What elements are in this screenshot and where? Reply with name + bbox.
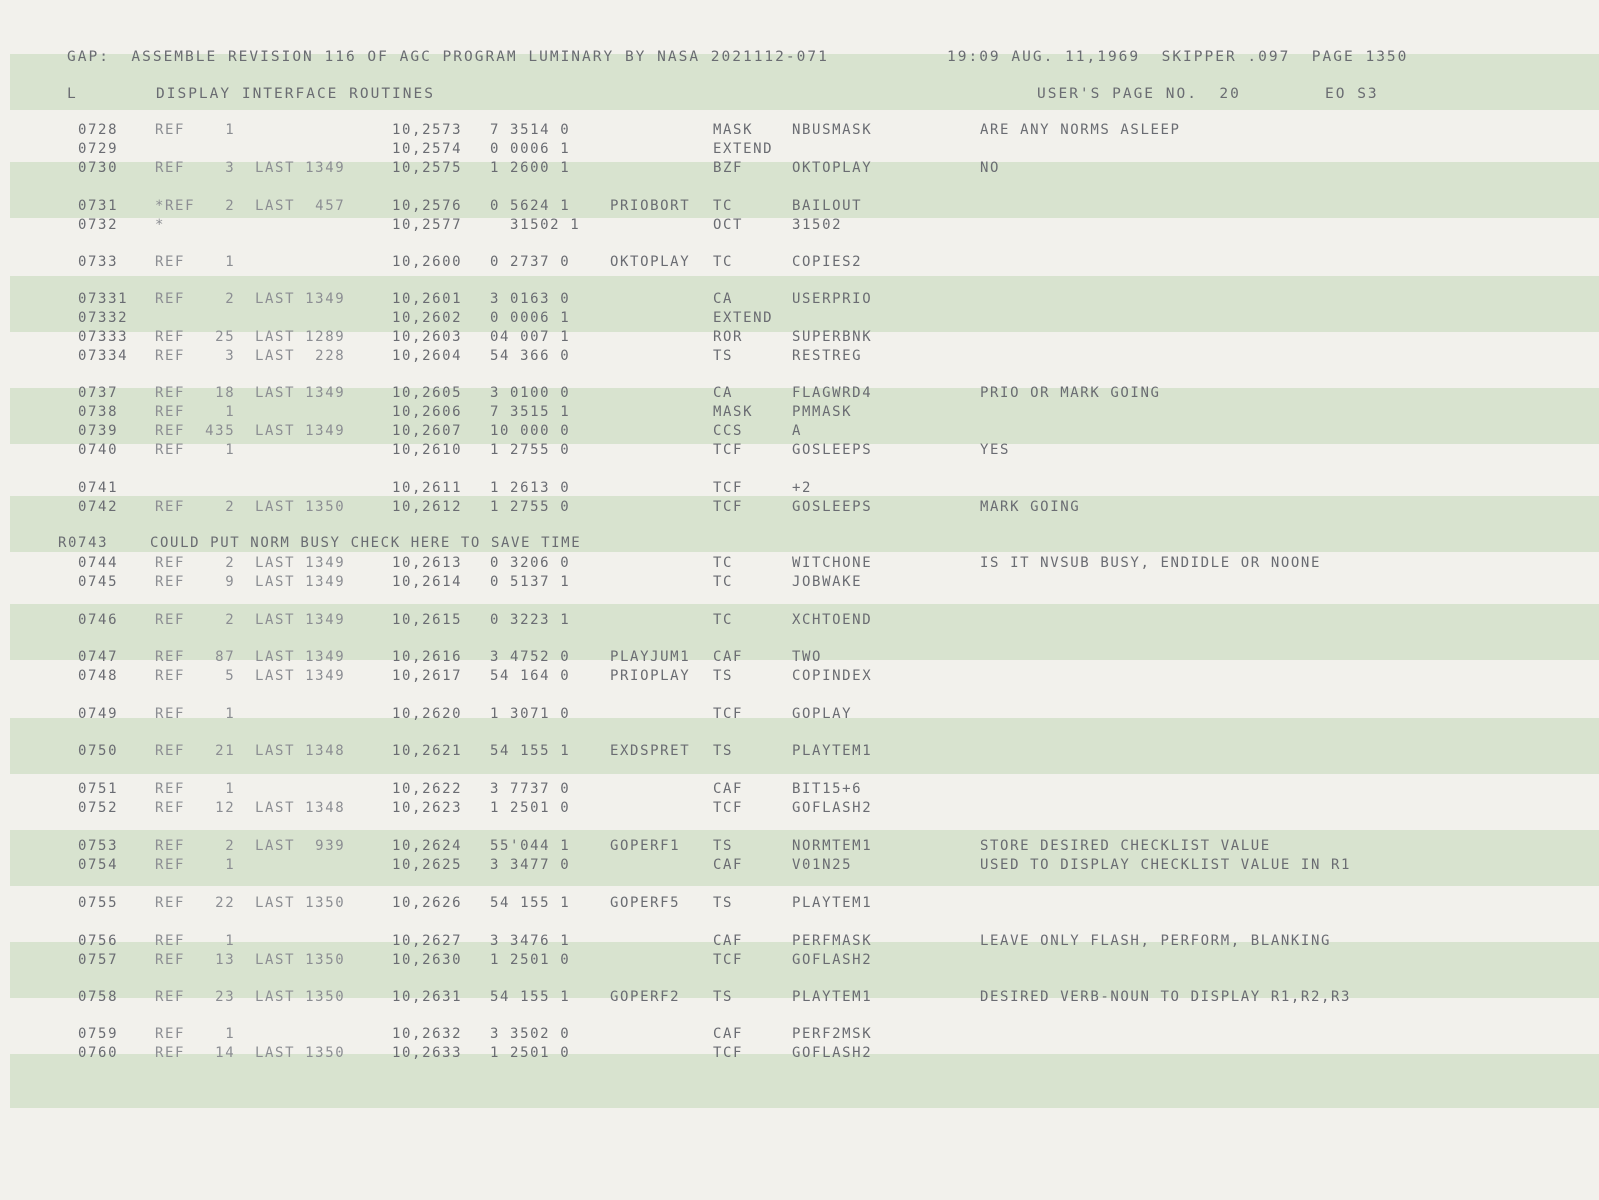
- address: 10,2627: [392, 933, 463, 949]
- opcode: TCF: [713, 499, 744, 515]
- ref-count: *REF 2: [155, 198, 236, 214]
- address: 10,2617: [392, 668, 463, 684]
- seq-number: 0755: [78, 895, 119, 911]
- machine-code: 55'044 1: [490, 838, 571, 854]
- machine-code: 54 366 0: [490, 348, 571, 364]
- seq-number: R0743: [58, 535, 109, 551]
- seq-number: 0741: [78, 480, 119, 496]
- address: 10,2621: [392, 743, 463, 759]
- operand: PLAYTEM1: [792, 989, 873, 1005]
- machine-code: 54 164 0: [490, 668, 571, 684]
- last-ref: LAST 228: [255, 348, 346, 364]
- remark-line: [0, 533, 1599, 553]
- operand: +2: [792, 480, 813, 496]
- last-ref: LAST 1349: [255, 291, 346, 307]
- listing-row: [0, 779, 1599, 799]
- opcode: OCT: [713, 217, 744, 233]
- opcode: TCF: [713, 800, 744, 816]
- opcode: CCS: [713, 423, 744, 439]
- address: 10,2601: [392, 291, 463, 307]
- comment: LEAVE ONLY FLASH, PERFORM, BLANKING: [980, 933, 1332, 949]
- listing-row: [0, 798, 1599, 818]
- symbol-label: OKTOPLAY: [610, 254, 691, 270]
- operand: GOSLEEPS: [792, 499, 873, 515]
- seq-number: 0737: [78, 385, 119, 401]
- operand: FLAGWRD4: [792, 385, 873, 401]
- listing-row: [0, 610, 1599, 630]
- ref-count: REF 2: [155, 612, 236, 628]
- machine-code: 3 3502 0: [490, 1026, 571, 1042]
- opcode: MASK: [713, 404, 754, 420]
- last-ref: LAST 1349: [255, 555, 346, 571]
- last-ref: LAST 1349: [255, 668, 346, 684]
- listing-row: [0, 666, 1599, 686]
- machine-code: 0 2737 0: [490, 254, 571, 270]
- address: 10,2624: [392, 838, 463, 854]
- assembly-header: [0, 47, 1599, 67]
- machine-code: 3 4752 0: [490, 649, 571, 665]
- ref-count: REF 14: [155, 1045, 236, 1061]
- listing-row: [0, 478, 1599, 498]
- seq-number: 0751: [78, 781, 119, 797]
- ref-count: REF 23: [155, 989, 236, 1005]
- operand: PLAYTEM1: [792, 895, 873, 911]
- opcode: CAF: [713, 781, 744, 797]
- address: 10,2623: [392, 800, 463, 816]
- operand: BIT15+6: [792, 781, 863, 797]
- opcode: MASK: [713, 122, 754, 138]
- opcode: CAF: [713, 649, 744, 665]
- listing-row: [0, 215, 1599, 235]
- comment: ARE ANY NORMS ASLEEP: [980, 122, 1181, 138]
- operand: GOFLASH2: [792, 800, 873, 816]
- symbol-label: PRIOBORT: [610, 198, 691, 214]
- ref-count: REF 1: [155, 254, 236, 270]
- seq-number: 0759: [78, 1026, 119, 1042]
- ref-count: REF 25: [155, 329, 236, 345]
- seq-number: 0739: [78, 423, 119, 439]
- seq-number: 0747: [78, 649, 119, 665]
- listing-row: [0, 553, 1599, 573]
- machine-code: 3 7737 0: [490, 781, 571, 797]
- machine-code: 54 155 1: [490, 743, 571, 759]
- machine-code: 0 5624 1: [490, 198, 571, 214]
- address: 10,2606: [392, 404, 463, 420]
- seq-number: 0754: [78, 857, 119, 873]
- ref-count: REF 1: [155, 1026, 236, 1042]
- listing-row: [0, 497, 1599, 517]
- last-ref: LAST 1350: [255, 895, 346, 911]
- operand: BAILOUT: [792, 198, 863, 214]
- opcode: BZF: [713, 160, 744, 176]
- comment: MARK GOING: [980, 499, 1081, 515]
- ref-count: REF 9: [155, 574, 236, 590]
- seq-number: 0758: [78, 989, 119, 1005]
- seq-number: 0731: [78, 198, 119, 214]
- opcode: TC: [713, 198, 734, 214]
- ref-count: REF 21: [155, 743, 236, 759]
- operand: JOBWAKE: [792, 574, 863, 590]
- ref-count: REF 1: [155, 122, 236, 138]
- last-ref: LAST 457: [255, 198, 346, 214]
- listing-row: [0, 346, 1599, 366]
- address: 10,2620: [392, 706, 463, 722]
- seq-number: 07334: [78, 348, 129, 364]
- address: 10,2603: [392, 329, 463, 345]
- listing-row: [0, 950, 1599, 970]
- listing-row: [0, 855, 1599, 875]
- address: 10,2614: [392, 574, 463, 590]
- last-ref: LAST 1349: [255, 385, 346, 401]
- machine-code: 7 3515 1: [490, 404, 571, 420]
- ref-count: REF 2: [155, 499, 236, 515]
- symbol-label: GOPERF2: [610, 989, 681, 1005]
- machine-code: 1 2755 0: [490, 499, 571, 515]
- machine-code: 54 155 1: [490, 895, 571, 911]
- section-marker: L: [67, 86, 78, 102]
- listing-row: [0, 252, 1599, 272]
- machine-code: 0 5137 1: [490, 574, 571, 590]
- listing-row: [0, 647, 1599, 667]
- last-ref: LAST 1350: [255, 952, 346, 968]
- listing-row: [0, 120, 1599, 140]
- opcode: CAF: [713, 1026, 744, 1042]
- opcode: TS: [713, 989, 734, 1005]
- machine-code: 1 2501 0: [490, 952, 571, 968]
- machine-code: 3 3476 1: [490, 933, 571, 949]
- ref-count: REF 2: [155, 555, 236, 571]
- opcode: TS: [713, 743, 734, 759]
- machine-code: 04 007 1: [490, 329, 571, 345]
- operand: OKTOPLAY: [792, 160, 873, 176]
- opcode: TC: [713, 555, 734, 571]
- ref-count: REF 2: [155, 838, 236, 854]
- last-ref: LAST 1349: [255, 423, 346, 439]
- opcode: CAF: [713, 857, 744, 873]
- symbol-label: PLAYJUM1: [610, 649, 691, 665]
- opcode: TS: [713, 895, 734, 911]
- symbol-label: GOPERF1: [610, 838, 681, 854]
- address: 10,2604: [392, 348, 463, 364]
- seq-number: 0730: [78, 160, 119, 176]
- operand: PERF2MSK: [792, 1026, 873, 1042]
- machine-code: 1 3071 0: [490, 706, 571, 722]
- address: 10,2575: [392, 160, 463, 176]
- opcode: TS: [713, 668, 734, 684]
- listing-row: [0, 158, 1599, 178]
- operand: GOFLASH2: [792, 1045, 873, 1061]
- seq-number: 07331: [78, 291, 129, 307]
- opcode: TC: [713, 254, 734, 270]
- address: 10,2610: [392, 442, 463, 458]
- ref-count: REF 1: [155, 933, 236, 949]
- machine-code: 0 0006 1: [490, 310, 571, 326]
- machine-code: 1 2613 0: [490, 480, 571, 496]
- address: 10,2573: [392, 122, 463, 138]
- opcode: EXTEND: [713, 310, 774, 326]
- comment: PRIO OR MARK GOING: [980, 385, 1161, 401]
- seq-number: 07333: [78, 329, 129, 345]
- opcode: CAF: [713, 933, 744, 949]
- ref-count: REF 13: [155, 952, 236, 968]
- opcode: TC: [713, 612, 734, 628]
- seq-number: 0760: [78, 1045, 119, 1061]
- machine-code: 1 2600 1: [490, 160, 571, 176]
- opcode: TCF: [713, 1045, 744, 1061]
- last-ref: LAST 939: [255, 838, 346, 854]
- listing-row: [0, 893, 1599, 913]
- seq-number: 0744: [78, 555, 119, 571]
- comment: NO: [980, 160, 1001, 176]
- section-header: [0, 84, 1599, 104]
- last-ref: LAST 1349: [255, 160, 346, 176]
- seq-number: 0757: [78, 952, 119, 968]
- machine-code: 3 0100 0: [490, 385, 571, 401]
- machine-code: 0 0006 1: [490, 141, 571, 157]
- opcode: ROR: [713, 329, 744, 345]
- ref-count: REF 5: [155, 668, 236, 684]
- last-ref: LAST 1350: [255, 989, 346, 1005]
- operand: NBUSMASK: [792, 122, 873, 138]
- operand: GOSLEEPS: [792, 442, 873, 458]
- operand: TWO: [792, 649, 823, 665]
- machine-code: 31502 1: [490, 217, 581, 233]
- seq-number: 0750: [78, 743, 119, 759]
- seq-number: 0746: [78, 612, 119, 628]
- seq-number: 0748: [78, 668, 119, 684]
- operand: XCHTOEND: [792, 612, 873, 628]
- operand: GOPLAY: [792, 706, 853, 722]
- address: 10,2613: [392, 555, 463, 571]
- address: 10,2602: [392, 310, 463, 326]
- comment: DESIRED VERB-NOUN TO DISPLAY R1,R2,R3: [980, 989, 1352, 1005]
- listing-row: [0, 196, 1599, 216]
- seq-number: 0752: [78, 800, 119, 816]
- ref-count: REF 1: [155, 781, 236, 797]
- ref-count: REF 2: [155, 291, 236, 307]
- assembly-title: GAP: ASSEMBLE REVISION 116 OF AGC PROGRAM LUMINARY BY NASA 2021112-071: [67, 49, 829, 65]
- operand: COPINDEX: [792, 668, 873, 684]
- listing-row: [0, 383, 1599, 403]
- opcode: TC: [713, 574, 734, 590]
- seq-number: 0756: [78, 933, 119, 949]
- assembly-timestamp: 19:09 AUG. 11,1969 SKIPPER .097 PAGE 1350: [947, 49, 1409, 65]
- listing-row: [0, 572, 1599, 592]
- listing-row: [0, 308, 1599, 328]
- ref-count: REF 1: [155, 404, 236, 420]
- symbol-label: PRIOPLAY: [610, 668, 691, 684]
- opcode: EXTEND: [713, 141, 774, 157]
- eo-code: EO S3: [1325, 86, 1379, 102]
- seq-number: 0753: [78, 838, 119, 854]
- last-ref: LAST 1349: [255, 612, 346, 628]
- ref-count: REF 3: [155, 160, 236, 176]
- machine-code: 1 2755 0: [490, 442, 571, 458]
- seq-number: 0745: [78, 574, 119, 590]
- ref-count: REF 22: [155, 895, 236, 911]
- ref-count: REF 87: [155, 649, 236, 665]
- listing-row: [0, 836, 1599, 856]
- listing-row: [0, 1024, 1599, 1044]
- operand: COPIES2: [792, 254, 863, 270]
- last-ref: LAST 1350: [255, 1045, 346, 1061]
- address: 10,2600: [392, 254, 463, 270]
- last-ref: LAST 1348: [255, 743, 346, 759]
- address: 10,2633: [392, 1045, 463, 1061]
- comment: STORE DESIRED CHECKLIST VALUE: [980, 838, 1271, 854]
- address: 10,2616: [392, 649, 463, 665]
- address: 10,2577: [392, 217, 463, 233]
- listing-row: [0, 704, 1599, 724]
- ref-count: REF 1: [155, 442, 236, 458]
- operand: A: [792, 423, 803, 439]
- comment: USED TO DISPLAY CHECKLIST VALUE IN R1: [980, 857, 1352, 873]
- listing-row: [0, 327, 1599, 347]
- comment: YES: [980, 442, 1011, 458]
- operand: PMMASK: [792, 404, 853, 420]
- section-title: DISPLAY INTERFACE ROUTINES: [156, 86, 435, 102]
- seq-number: 0738: [78, 404, 119, 420]
- opcode: TCF: [713, 442, 744, 458]
- listing-row: [0, 931, 1599, 951]
- address: 10,2626: [392, 895, 463, 911]
- operand: USERPRIO: [792, 291, 873, 307]
- machine-code: 3 3477 0: [490, 857, 571, 873]
- address: 10,2612: [392, 499, 463, 515]
- listing-row: [0, 421, 1599, 441]
- listing-row: [0, 402, 1599, 422]
- seq-number: 0732: [78, 217, 119, 233]
- address: 10,2607: [392, 423, 463, 439]
- comment: IS IT NVSUB BUSY, ENDIDLE OR NOONE: [980, 555, 1321, 571]
- opcode: TCF: [713, 952, 744, 968]
- listing-row: [0, 741, 1599, 761]
- listing-row: [0, 987, 1599, 1007]
- last-ref: LAST 1349: [255, 574, 346, 590]
- ref-count: *: [155, 217, 166, 233]
- operand: PERFMASK: [792, 933, 873, 949]
- address: 10,2615: [392, 612, 463, 628]
- address: 10,2576: [392, 198, 463, 214]
- address: 10,2632: [392, 1026, 463, 1042]
- remark-text: COULD PUT NORM BUSY CHECK HERE TO SAVE TIME: [150, 535, 582, 551]
- opcode: TCF: [713, 480, 744, 496]
- seq-number: 0728: [78, 122, 119, 138]
- machine-code: 1 2501 0: [490, 1045, 571, 1061]
- operand: SUPERBNK: [792, 329, 873, 345]
- users-page-number: USER'S PAGE NO. 20: [1037, 86, 1241, 102]
- listing-row: [0, 289, 1599, 309]
- machine-code: 3 0163 0: [490, 291, 571, 307]
- opcode: CA: [713, 291, 734, 307]
- machine-code: 0 3206 0: [490, 555, 571, 571]
- operand: PLAYTEM1: [792, 743, 873, 759]
- address: 10,2631: [392, 989, 463, 1005]
- opcode: CA: [713, 385, 734, 401]
- ref-count: REF 1: [155, 857, 236, 873]
- seq-number: 07332: [78, 310, 129, 326]
- ref-count: REF 1: [155, 706, 236, 722]
- last-ref: LAST 1350: [255, 499, 346, 515]
- operand: V01N25: [792, 857, 853, 873]
- seq-number: 0740: [78, 442, 119, 458]
- opcode: TS: [713, 838, 734, 854]
- last-ref: LAST 1348: [255, 800, 346, 816]
- listing-row: [0, 139, 1599, 159]
- operand: NORMTEM1: [792, 838, 873, 854]
- operand: 31502: [792, 217, 843, 233]
- last-ref: LAST 1349: [255, 649, 346, 665]
- symbol-label: GOPERF5: [610, 895, 681, 911]
- operand: GOFLASH2: [792, 952, 873, 968]
- ref-count: REF 435: [155, 423, 236, 439]
- ref-count: REF 18: [155, 385, 236, 401]
- listing-row: [0, 440, 1599, 460]
- seq-number: 0729: [78, 141, 119, 157]
- opcode: TCF: [713, 706, 744, 722]
- ref-count: REF 12: [155, 800, 236, 816]
- opcode: TS: [713, 348, 734, 364]
- machine-code: 0 3223 1: [490, 612, 571, 628]
- address: 10,2605: [392, 385, 463, 401]
- operand: WITCHONE: [792, 555, 873, 571]
- seq-number: 0749: [78, 706, 119, 722]
- machine-code: 7 3514 0: [490, 122, 571, 138]
- address: 10,2622: [392, 781, 463, 797]
- last-ref: LAST 1289: [255, 329, 346, 345]
- machine-code: 1 2501 0: [490, 800, 571, 816]
- symbol-label: EXDSPRET: [610, 743, 691, 759]
- address: 10,2630: [392, 952, 463, 968]
- address: 10,2574: [392, 141, 463, 157]
- operand: RESTREG: [792, 348, 863, 364]
- machine-code: 10 000 0: [490, 423, 571, 439]
- ref-count: REF 3: [155, 348, 236, 364]
- seq-number: 0742: [78, 499, 119, 515]
- machine-code: 54 155 1: [490, 989, 571, 1005]
- listing-row: [0, 1043, 1599, 1063]
- seq-number: 0733: [78, 254, 119, 270]
- address: 10,2611: [392, 480, 463, 496]
- address: 10,2625: [392, 857, 463, 873]
